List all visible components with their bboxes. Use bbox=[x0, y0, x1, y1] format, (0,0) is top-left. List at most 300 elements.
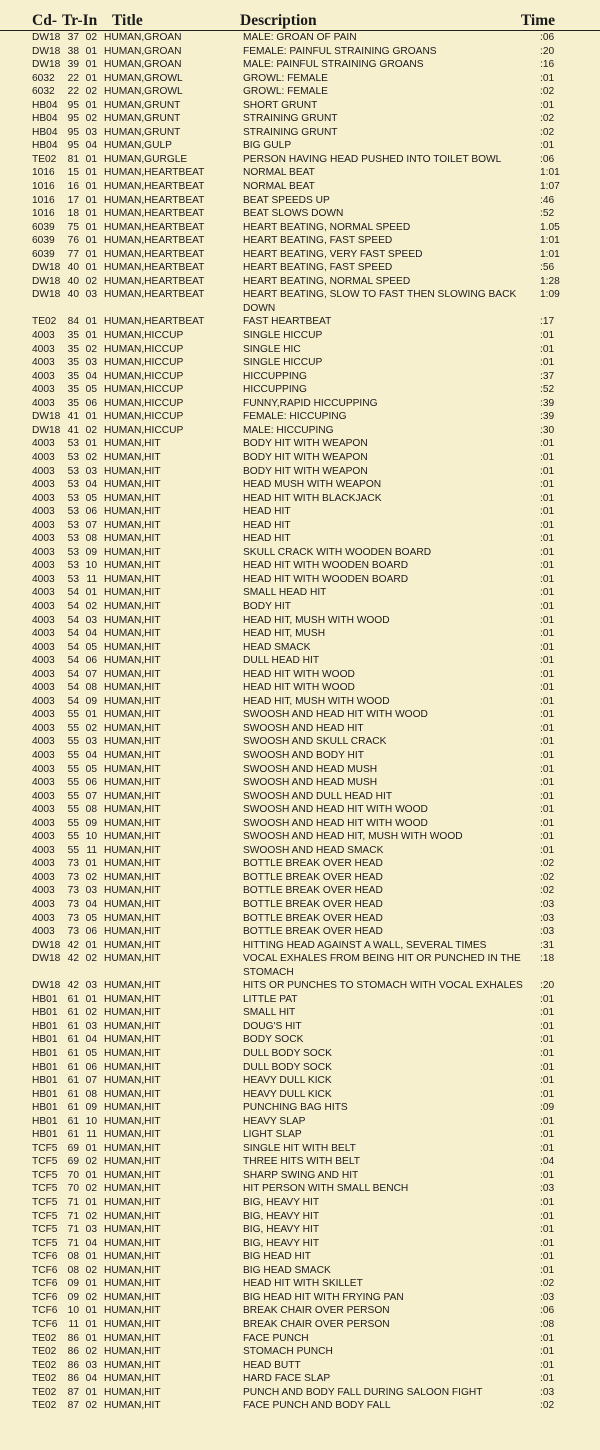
row-cd: TCF5 bbox=[32, 1156, 58, 1168]
row-title: HUMAN,HIT bbox=[104, 668, 161, 680]
row-cd: 4003 bbox=[32, 370, 55, 382]
row-cd: 4003 bbox=[32, 330, 55, 342]
row-time: :06 bbox=[540, 153, 555, 165]
row-index: 02 bbox=[85, 722, 97, 734]
table-row bbox=[0, 315, 600, 329]
row-track: 08 bbox=[67, 1251, 79, 1263]
row-cd: 4003 bbox=[32, 682, 55, 694]
row-index: 04 bbox=[85, 749, 97, 761]
row-cd: 4003 bbox=[32, 357, 55, 369]
row-title: HUMAN,HIT bbox=[104, 1102, 161, 1114]
row-index: 09 bbox=[85, 546, 97, 558]
row-cd: TCF5 bbox=[32, 1183, 58, 1195]
row-track: 73 bbox=[67, 912, 79, 924]
row-description: HICCUPPING bbox=[243, 384, 307, 396]
header-cd: Cd- bbox=[32, 12, 57, 29]
row-track: 54 bbox=[67, 668, 79, 680]
row-cd: 4003 bbox=[32, 614, 55, 626]
row-title: HUMAN,HIT bbox=[104, 465, 161, 477]
row-track: 73 bbox=[67, 885, 79, 897]
table-row bbox=[0, 72, 600, 86]
row-description: VOCAL EXHALES FROM BEING HIT OR PUNCHED IN THE STOMACH bbox=[243, 953, 521, 978]
row-index: 06 bbox=[85, 397, 97, 409]
row-index: 01 bbox=[85, 1251, 97, 1263]
row-title: HUMAN,HIT bbox=[104, 1237, 161, 1249]
row-description: BOTTLE BREAK OVER HEAD bbox=[243, 899, 383, 910]
row-track: 61 bbox=[67, 1102, 79, 1114]
row-track: 71 bbox=[67, 1237, 79, 1249]
row-track: 77 bbox=[67, 248, 79, 260]
table-row bbox=[0, 1359, 600, 1373]
table-row bbox=[0, 708, 600, 722]
row-index: 04 bbox=[85, 479, 97, 491]
row-description: HEAVY SLAP bbox=[243, 1115, 306, 1127]
row-cd: TE02 bbox=[32, 1400, 57, 1412]
row-description: HEAD MUSH WITH WEAPON bbox=[243, 479, 382, 491]
row-time: :02 bbox=[540, 113, 555, 125]
row-description: SMALL HIT bbox=[243, 1007, 296, 1019]
row-description: HEAD HIT WITH SKILLET bbox=[243, 1278, 363, 1290]
row-description: BOTTLE BREAK OVER HEAD bbox=[243, 912, 383, 924]
table-row bbox=[0, 1250, 600, 1264]
table-row bbox=[0, 871, 600, 885]
row-index: 01 bbox=[85, 262, 97, 274]
table-row bbox=[0, 1142, 600, 1156]
row-cd: 4003 bbox=[32, 777, 55, 789]
table-row bbox=[0, 397, 600, 411]
row-cd: DW18 bbox=[32, 275, 61, 287]
row-title: HUMAN,GULP bbox=[104, 140, 172, 152]
row-cd: 4003 bbox=[32, 885, 55, 897]
row-time: :01 bbox=[540, 1007, 555, 1019]
row-track: 54 bbox=[67, 682, 79, 694]
row-track: 42 bbox=[67, 939, 79, 951]
row-description: BODY SOCK bbox=[243, 1034, 304, 1046]
row-title: HUMAN,HICCUP bbox=[104, 357, 184, 369]
table-row bbox=[0, 275, 600, 289]
row-title: HUMAN,HICCUP bbox=[104, 370, 184, 382]
row-title: HUMAN,HIT bbox=[104, 655, 161, 667]
row-cd: 4003 bbox=[32, 655, 55, 667]
row-time: :39 bbox=[540, 411, 555, 423]
table-row bbox=[0, 1372, 600, 1386]
table-row bbox=[0, 58, 600, 72]
row-index: 01 bbox=[85, 1197, 97, 1209]
table-row bbox=[0, 45, 600, 59]
row-description: HITS OR PUNCHES TO STOMACH WITH VOCAL EXHALES bbox=[243, 980, 523, 992]
row-index: 01 bbox=[85, 248, 97, 260]
table-row bbox=[0, 668, 600, 682]
row-cd: TCF6 bbox=[32, 1305, 58, 1317]
row-description: BODY HIT WITH WEAPON bbox=[243, 451, 368, 463]
row-description: PUNCHING BAG HITS bbox=[243, 1102, 348, 1114]
row-title: HUMAN,HIT bbox=[104, 1183, 161, 1195]
row-track: 61 bbox=[67, 1034, 79, 1046]
row-time: :01 bbox=[540, 1169, 555, 1181]
row-cd: HB01 bbox=[32, 1075, 58, 1087]
row-track: 55 bbox=[67, 722, 79, 734]
row-time: :03 bbox=[540, 1291, 555, 1303]
table-row bbox=[0, 939, 600, 953]
row-track: 39 bbox=[67, 59, 79, 71]
table-row bbox=[0, 776, 600, 790]
row-time: :02 bbox=[540, 1400, 555, 1412]
row-description: BOTTLE BREAK OVER HEAD bbox=[243, 871, 383, 883]
row-title: HUMAN,HIT bbox=[104, 1346, 161, 1358]
row-index: 01 bbox=[85, 235, 97, 247]
row-index: 10 bbox=[85, 1115, 97, 1127]
row-index: 07 bbox=[85, 1075, 97, 1087]
row-title: HUMAN,HIT bbox=[104, 1007, 161, 1019]
row-index: 01 bbox=[85, 1386, 97, 1398]
row-description: BIG HEAD HIT bbox=[243, 1251, 311, 1263]
row-index: 01 bbox=[85, 587, 97, 599]
row-track: 54 bbox=[67, 600, 79, 612]
row-track: 86 bbox=[67, 1346, 79, 1358]
table-row bbox=[0, 546, 600, 560]
table-row bbox=[0, 139, 600, 153]
table-row bbox=[0, 370, 600, 384]
row-track: 53 bbox=[67, 573, 79, 585]
row-time: :01 bbox=[540, 72, 555, 84]
row-cd: DW18 bbox=[32, 59, 61, 71]
row-title: HUMAN,HEARTBEAT bbox=[104, 208, 205, 220]
row-title: HUMAN,HIT bbox=[104, 709, 161, 721]
row-cd: DW18 bbox=[32, 939, 61, 951]
table-row bbox=[0, 180, 600, 194]
row-description: HEART BEATING, NORMAL SPEED bbox=[243, 221, 411, 233]
table-row bbox=[0, 1277, 600, 1291]
header-time: Time bbox=[520, 12, 555, 29]
row-cd: 4003 bbox=[32, 871, 55, 883]
row-time: :16 bbox=[540, 59, 555, 71]
row-description: FACE PUNCH AND BODY FALL bbox=[243, 1400, 391, 1412]
row-cd: 6032 bbox=[32, 72, 55, 84]
row-cd: 4003 bbox=[32, 573, 55, 585]
row-cd: 4003 bbox=[32, 641, 55, 653]
row-cd: HB04 bbox=[32, 99, 58, 111]
row-description: FEMALE: PAINFUL STRAINING GROANS bbox=[243, 45, 437, 57]
row-time: :01 bbox=[540, 668, 555, 680]
table-row bbox=[0, 735, 600, 749]
row-index: 01 bbox=[85, 45, 97, 57]
row-title: HUMAN,HIT bbox=[104, 587, 161, 599]
table-row bbox=[0, 695, 600, 709]
row-index: 03 bbox=[85, 1020, 97, 1032]
row-description: HIT PERSON WITH SMALL BENCH bbox=[243, 1183, 409, 1195]
row-time: :01 bbox=[540, 844, 555, 856]
row-time: :01 bbox=[540, 519, 555, 531]
table-row bbox=[0, 519, 600, 533]
row-track: 75 bbox=[67, 221, 79, 233]
row-time: :01 bbox=[540, 1359, 555, 1371]
row-time: :31 bbox=[540, 939, 555, 951]
table-row bbox=[0, 221, 600, 235]
row-cd: 4003 bbox=[32, 709, 55, 721]
row-index: 03 bbox=[85, 465, 97, 477]
row-time: :06 bbox=[540, 32, 555, 43]
row-time: :01 bbox=[540, 560, 555, 572]
row-cd: TE02 bbox=[32, 1373, 57, 1385]
table-row bbox=[0, 99, 600, 113]
row-track: 11 bbox=[68, 1318, 79, 1330]
header-title: Title bbox=[112, 12, 143, 29]
row-description: SHARP SWING AND HIT bbox=[243, 1169, 359, 1181]
row-time: :01 bbox=[540, 682, 555, 694]
table-row bbox=[0, 465, 600, 479]
row-track: 61 bbox=[67, 1115, 79, 1127]
row-title: HUMAN,HIT bbox=[104, 980, 161, 992]
row-index: 08 bbox=[85, 804, 97, 816]
row-title: HUMAN,HIT bbox=[104, 519, 161, 531]
table-row bbox=[0, 763, 600, 777]
row-track: 35 bbox=[67, 397, 79, 409]
row-time: :01 bbox=[540, 1129, 555, 1141]
table-row bbox=[0, 343, 600, 357]
row-time: :01 bbox=[540, 600, 555, 612]
row-cd: HB01 bbox=[32, 993, 58, 1005]
table-row bbox=[0, 614, 600, 628]
row-description: SWOOSH AND DULL HEAD HIT bbox=[243, 790, 393, 802]
row-title: HUMAN,HEARTBEAT bbox=[104, 262, 205, 274]
row-cd: DW18 bbox=[32, 424, 61, 436]
row-title: HUMAN,HIT bbox=[104, 953, 161, 965]
row-cd: 4003 bbox=[32, 844, 55, 856]
row-description: BIG GULP bbox=[243, 140, 292, 152]
row-title: HUMAN,HIT bbox=[104, 817, 161, 829]
row-track: 95 bbox=[67, 140, 79, 152]
row-description: FEMALE: HICCUPING bbox=[243, 411, 347, 423]
row-cd: 4003 bbox=[32, 912, 55, 924]
row-track: 61 bbox=[67, 1088, 79, 1100]
row-cd: 4003 bbox=[32, 695, 55, 707]
row-description: SWOOSH AND HEAD MUSH bbox=[243, 763, 378, 775]
table-row bbox=[0, 1182, 600, 1196]
row-track: 55 bbox=[67, 709, 79, 721]
row-title: HUMAN,HIT bbox=[104, 1359, 161, 1371]
row-time: :01 bbox=[540, 722, 555, 734]
row-time: :02 bbox=[540, 885, 555, 897]
row-time: :01 bbox=[540, 465, 555, 477]
row-index: 02 bbox=[85, 953, 97, 965]
row-description: SINGLE HIT WITH BELT bbox=[243, 1142, 356, 1154]
row-title: HUMAN,HIT bbox=[104, 1251, 161, 1263]
row-title: HUMAN,GURGLE bbox=[104, 153, 188, 165]
row-time: :03 bbox=[540, 912, 555, 924]
row-description: HEART BEATING, FAST SPEED bbox=[243, 262, 393, 274]
table-row bbox=[0, 112, 600, 126]
row-description: HEAD HIT, MUSH bbox=[243, 628, 326, 640]
row-index: 02 bbox=[85, 871, 97, 883]
row-description: BIG HEAD SMACK bbox=[243, 1264, 331, 1276]
row-track: 71 bbox=[67, 1224, 79, 1236]
row-track: 84 bbox=[67, 316, 79, 328]
row-track: 53 bbox=[67, 492, 79, 504]
row-index: 02 bbox=[85, 86, 97, 98]
row-cd: 4003 bbox=[32, 817, 55, 829]
row-cd: HB01 bbox=[32, 1115, 58, 1127]
table-row bbox=[0, 993, 600, 1007]
row-index: 01 bbox=[85, 438, 97, 450]
row-track: 10 bbox=[67, 1305, 79, 1317]
row-track: 73 bbox=[67, 858, 79, 870]
row-description: HITTING HEAD AGAINST A WALL, SEVERAL TIMES bbox=[243, 939, 487, 951]
header-tr-in: Tr-In bbox=[62, 12, 98, 29]
row-time: :08 bbox=[540, 1318, 555, 1330]
row-time: :02 bbox=[540, 858, 555, 870]
row-description: DULL HEAD HIT bbox=[243, 655, 320, 667]
row-track: 73 bbox=[67, 926, 79, 938]
table-row bbox=[0, 1088, 600, 1102]
row-title: HUMAN,HIT bbox=[104, 600, 161, 612]
row-title: HUMAN,HIT bbox=[104, 1264, 161, 1276]
row-time: :01 bbox=[540, 451, 555, 463]
table-row bbox=[0, 857, 600, 871]
row-description: HEAVY DULL KICK bbox=[243, 1075, 332, 1087]
row-description: SWOOSH AND HEAD HIT bbox=[243, 722, 364, 734]
row-index: 02 bbox=[85, 1291, 97, 1303]
row-title: HUMAN,GROAN bbox=[104, 45, 182, 57]
table-row bbox=[0, 410, 600, 424]
row-title: HUMAN,GRUNT bbox=[104, 113, 181, 125]
row-cd: DW18 bbox=[32, 411, 61, 423]
row-index: 02 bbox=[85, 424, 97, 436]
row-title: HUMAN,HIT bbox=[104, 1169, 161, 1181]
row-index: 01 bbox=[85, 1318, 97, 1330]
row-track: 53 bbox=[67, 451, 79, 463]
row-title: HUMAN,HIT bbox=[104, 1048, 161, 1060]
row-cd: DW18 bbox=[32, 980, 61, 992]
row-title: HUMAN,HIT bbox=[104, 1332, 161, 1344]
row-description: HEAD HIT bbox=[243, 519, 291, 531]
row-cd: HB01 bbox=[32, 1129, 58, 1141]
row-time: :02 bbox=[540, 126, 555, 138]
table-row bbox=[0, 1155, 600, 1169]
row-time: :39 bbox=[540, 397, 555, 409]
row-index: 10 bbox=[85, 560, 97, 572]
row-description: LITTLE PAT bbox=[243, 993, 298, 1005]
row-time: :17 bbox=[540, 316, 555, 328]
row-title: HUMAN,HIT bbox=[104, 628, 161, 640]
table-row bbox=[0, 1047, 600, 1061]
row-time: :01 bbox=[540, 1142, 555, 1154]
row-title: HUMAN,GROWL bbox=[104, 72, 183, 84]
table-row bbox=[0, 492, 600, 506]
row-title: HUMAN,HIT bbox=[104, 1061, 161, 1073]
row-index: 02 bbox=[85, 113, 97, 125]
row-cd: 4003 bbox=[32, 438, 55, 450]
row-description: NORMAL BEAT bbox=[243, 181, 315, 193]
row-description: SINGLE HICCUP bbox=[243, 357, 323, 369]
row-title: HUMAN,HIT bbox=[104, 858, 161, 870]
row-time: :01 bbox=[540, 140, 555, 152]
row-cd: HB01 bbox=[32, 1048, 58, 1060]
row-title: HUMAN,HIT bbox=[104, 844, 161, 856]
table-row bbox=[0, 790, 600, 804]
table-row bbox=[0, 1237, 600, 1251]
row-index: 08 bbox=[85, 1088, 97, 1100]
table-row bbox=[0, 654, 600, 668]
table-row bbox=[0, 1196, 600, 1210]
row-cd: 4003 bbox=[32, 533, 55, 545]
row-time: :01 bbox=[540, 1115, 555, 1127]
row-index: 10 bbox=[85, 831, 97, 843]
row-index: 02 bbox=[85, 1210, 97, 1222]
row-description: HEAD HIT WITH BLACKJACK bbox=[243, 492, 382, 504]
row-title: HUMAN,HIT bbox=[104, 682, 161, 694]
row-title: HUMAN,HIT bbox=[104, 614, 161, 626]
row-index: 02 bbox=[85, 1156, 97, 1168]
row-index: 02 bbox=[85, 600, 97, 612]
row-time: :01 bbox=[540, 1373, 555, 1385]
table-row bbox=[0, 803, 600, 817]
row-description: DULL BODY SOCK bbox=[243, 1048, 332, 1060]
row-index: 04 bbox=[85, 1237, 97, 1249]
row-description: BOTTLE BREAK OVER HEAD bbox=[243, 926, 383, 938]
row-index: 01 bbox=[85, 153, 97, 165]
row-index: 05 bbox=[85, 1048, 97, 1060]
row-index: 04 bbox=[85, 1373, 97, 1385]
table-row bbox=[0, 1074, 600, 1088]
row-cd: HB01 bbox=[32, 1034, 58, 1046]
row-description: DOUG'S HIT bbox=[243, 1020, 302, 1032]
row-title: HUMAN,HEARTBEAT bbox=[104, 235, 205, 247]
table-row bbox=[0, 979, 600, 993]
row-index: 06 bbox=[85, 655, 97, 667]
row-cd: 4003 bbox=[32, 628, 55, 640]
table-row bbox=[0, 85, 600, 99]
row-time: :01 bbox=[540, 655, 555, 667]
row-description: FAST HEARTBEAT bbox=[243, 316, 332, 328]
row-cd: 4003 bbox=[32, 831, 55, 843]
row-title: HUMAN,HIT bbox=[104, 1386, 161, 1398]
row-time: :01 bbox=[540, 763, 555, 775]
row-title: HUMAN,HEARTBEAT bbox=[104, 289, 205, 301]
row-time: :20 bbox=[540, 980, 555, 992]
row-cd: TCF6 bbox=[32, 1318, 58, 1330]
row-title: HUMAN,HIT bbox=[104, 1291, 161, 1303]
row-title: HUMAN,HICCUP bbox=[104, 343, 184, 355]
table-row bbox=[0, 329, 600, 343]
row-cd: 4003 bbox=[32, 736, 55, 748]
row-description: BOTTLE BREAK OVER HEAD bbox=[243, 885, 383, 897]
row-track: 38 bbox=[67, 45, 79, 57]
row-time: :01 bbox=[540, 695, 555, 707]
row-track: 61 bbox=[67, 993, 79, 1005]
row-index: 05 bbox=[85, 641, 97, 653]
row-track: 53 bbox=[67, 506, 79, 518]
row-cd: 4003 bbox=[32, 451, 55, 463]
table-row bbox=[0, 194, 600, 208]
row-title: HUMAN,HIT bbox=[104, 479, 161, 491]
row-cd: TCF5 bbox=[32, 1210, 58, 1222]
row-index: 05 bbox=[85, 912, 97, 924]
row-cd: 4003 bbox=[32, 858, 55, 870]
row-time: :37 bbox=[540, 370, 555, 382]
table-row bbox=[0, 1223, 600, 1237]
row-track: 61 bbox=[67, 1048, 79, 1060]
row-track: 61 bbox=[67, 1075, 79, 1087]
row-time: :01 bbox=[540, 99, 555, 111]
row-title: HUMAN,HIT bbox=[104, 1129, 161, 1141]
row-description: SWOOSH AND HEAD HIT WITH WOOD bbox=[243, 804, 428, 816]
row-index: 01 bbox=[85, 99, 97, 111]
row-title: HUMAN,HIT bbox=[104, 736, 161, 748]
table-row bbox=[0, 586, 600, 600]
row-title: HUMAN,HIT bbox=[104, 926, 161, 938]
row-description: SWOOSH AND HEAD HIT, MUSH WITH WOOD bbox=[243, 831, 463, 843]
row-index: 01 bbox=[85, 1305, 97, 1317]
